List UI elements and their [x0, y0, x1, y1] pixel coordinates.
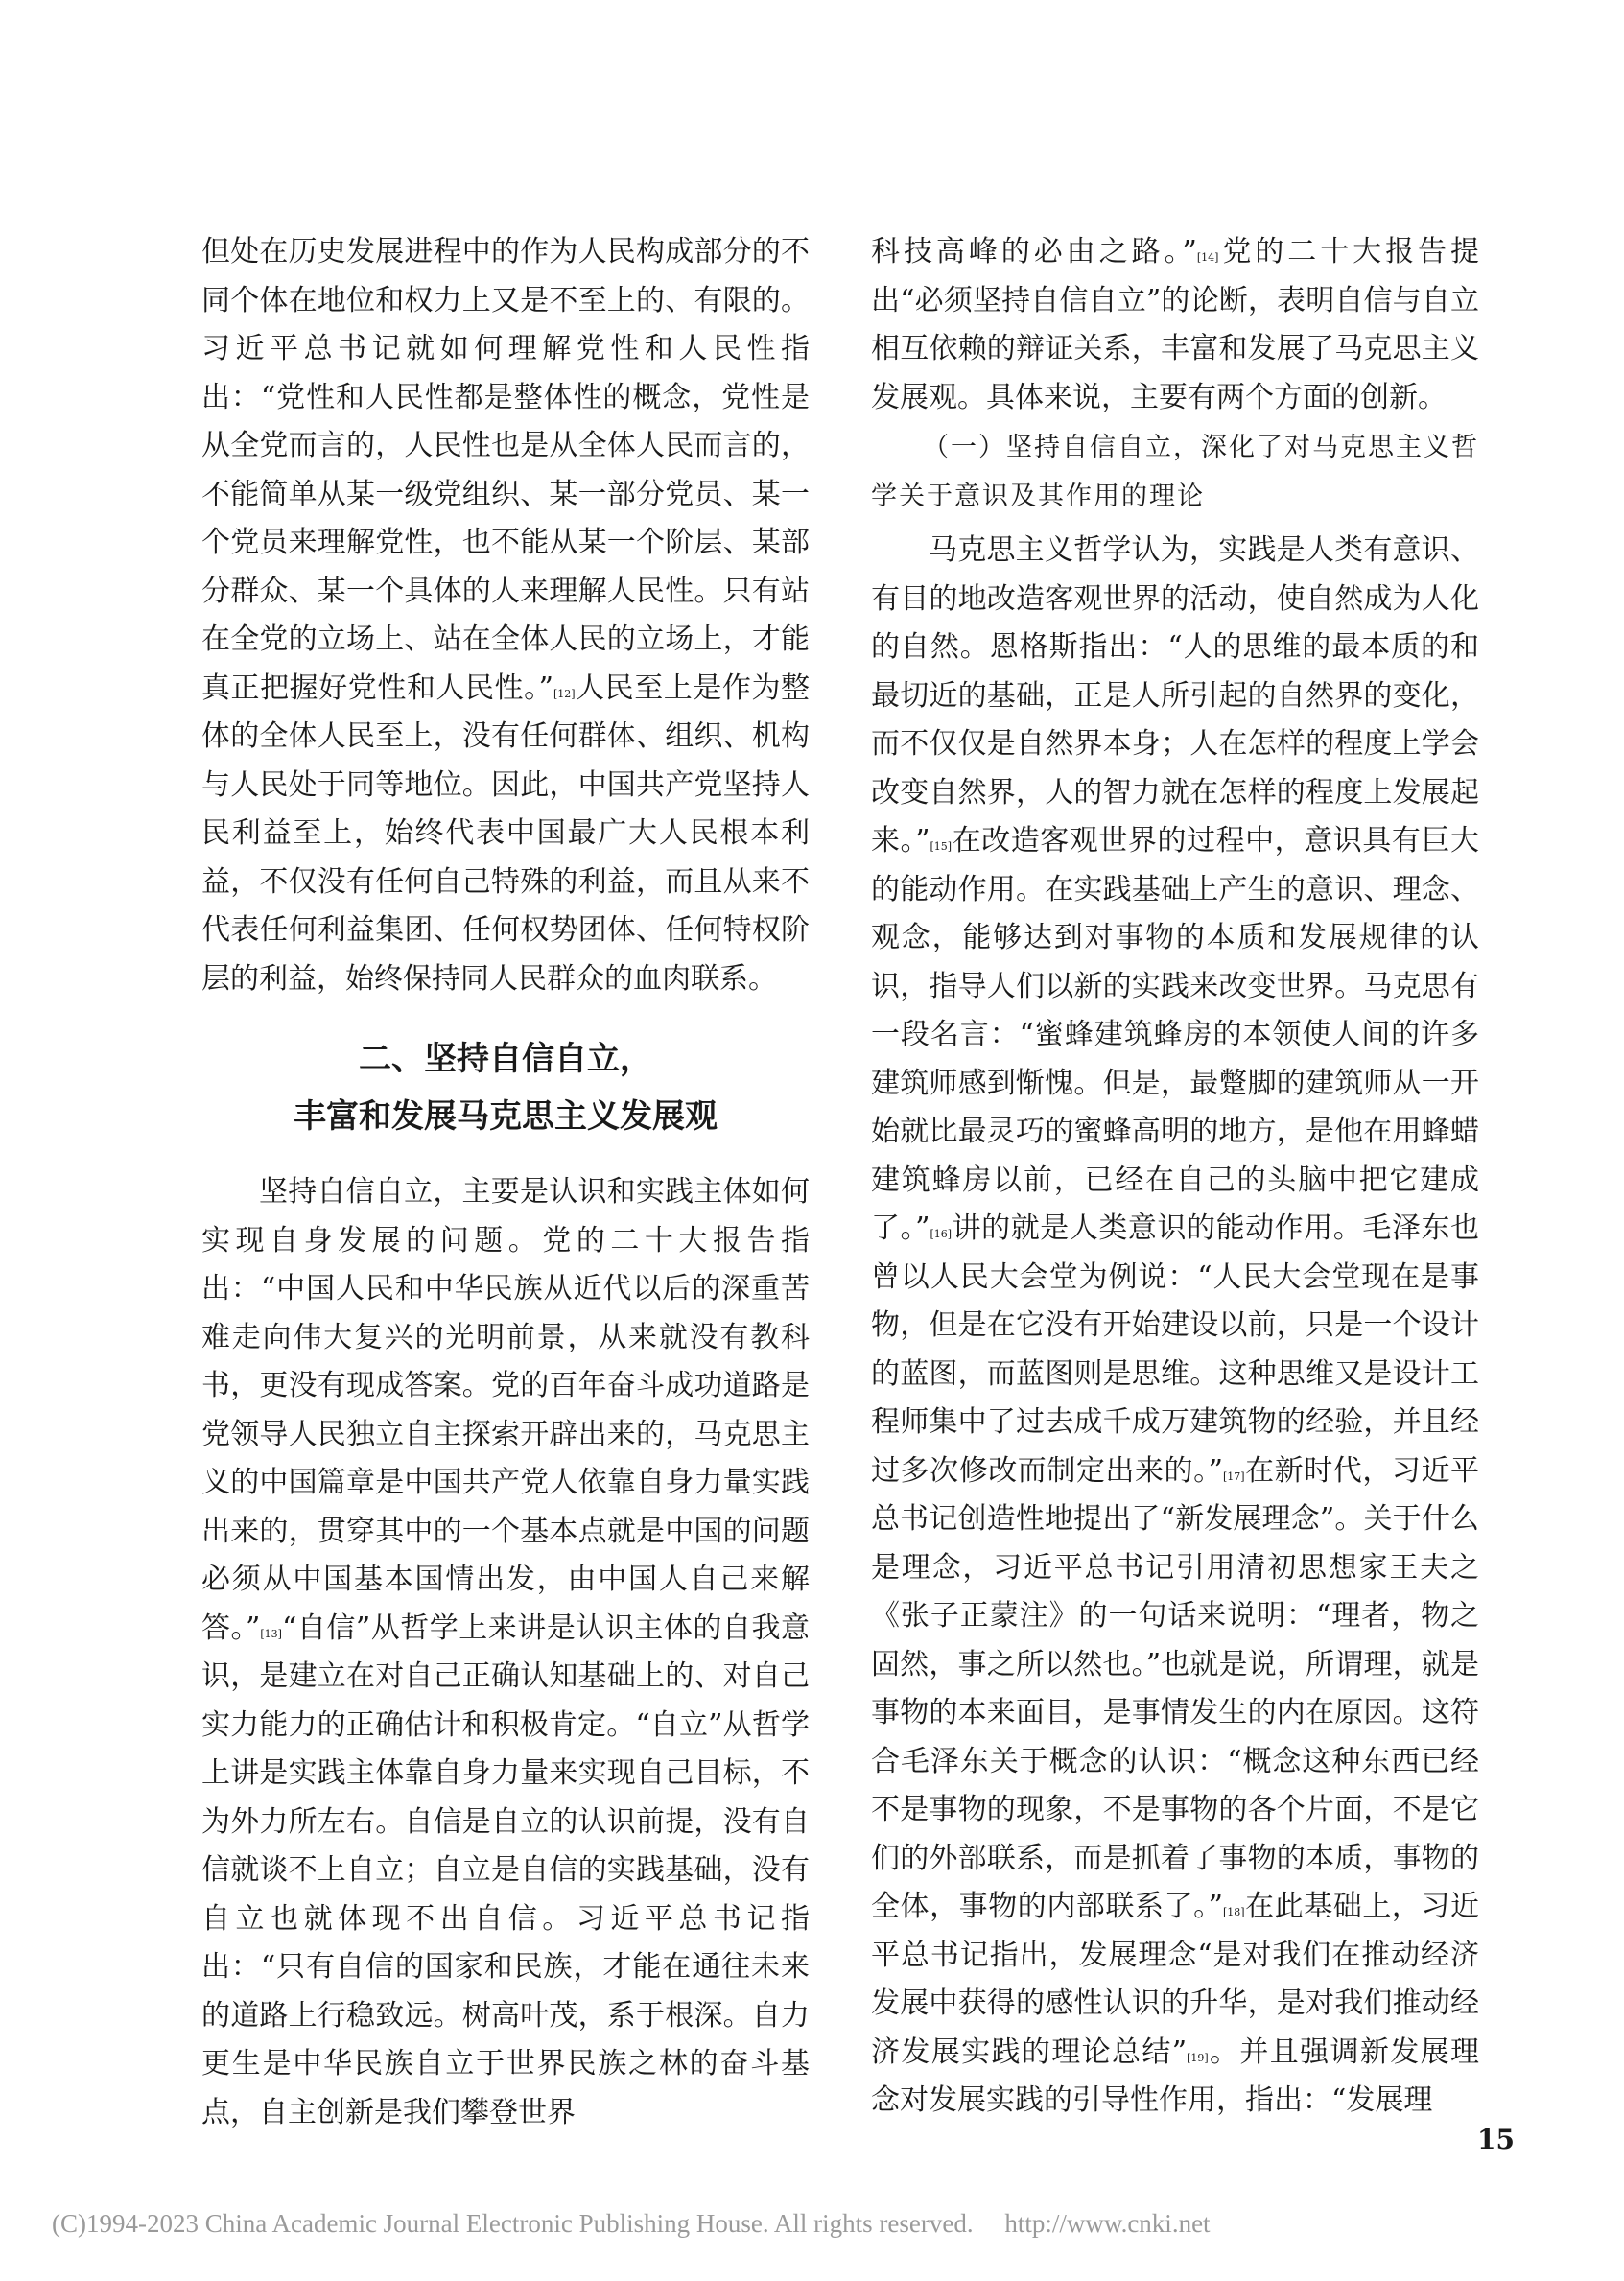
body-paragraph: 科技高峰的必由之路。”[14]党的二十大报告提出“必须坚持自信自立”的论断，表明自信与自立相互依赖的辩证关系，丰富和发展了马克思主义发展观。具体来说，主要有两个方面的创新。 [871, 235, 1480, 414]
citation-marker: [12] [553, 687, 576, 700]
citation-marker: [17] [1222, 1470, 1245, 1483]
citation-marker: [19] [1187, 2051, 1209, 2064]
footer-url: http://www.cnki.net [1004, 2209, 1211, 2238]
subsection-heading: （一）坚持自信自立，深化了对马克思主义哲学关于意识及其作用的理论 [871, 433, 1479, 511]
copyright-footer [52, 2209, 1587, 2239]
citation-marker: [14] [1196, 251, 1219, 264]
left-column [201, 228, 810, 2137]
section-heading-line: 二、坚持自信自立， [359, 1040, 652, 1078]
body-paragraph: 马克思主义哲学认为，实践是人类有意识、有目的地改造客观世界的活动，使自然成为人化的自然。恩格斯指出：“人的思维的最本质的和最切近的基础，正是人所引起的自然界的变化，而不仅仅是自然界本身；人在怎样的程度上学会改变自然界，人的智力就在怎样的程度上发展起来。”[15]在改造客观世界的过程中，意识具有巨大的能动作用。在实践基础上产生的意识、理念、观念，能够达到对事物的本质和发展规律的认识，指导人们以新的实践来改变世界。马克思有一段名言：“蜜蜂建筑蜂房的本领使人间的许多建筑师感到惭愧。但是，最蹩脚的建筑师从一开始就比最灵巧的蜜蜂高明的地方，是他在用蜂蜡建筑蜂房以前，已经在自己的头脑中把它建成了。”[16]讲的就是人类意识的能动作用。毛泽东也曾以人民大会堂为例说：“人民大会堂现在是事物，但是在它没有开始建设以前，只是一个设计的蓝图，而蓝图则是思维。这种思维又是设计工程师集中了过去成千成万建筑物的经验，并且经过多次修改而制定出来的。”[17]在新时代，习近平总书记创造性地提出了“新发展理念”。关于什么是理念，习近平总书记引用清初思想家王夫之《张子正蒙注》的一句话来说明：“理者，物之固然，事之所以然也。”也就是说，所谓理，就是事物的本来面目，是事情发生的内在原因。这符合毛泽东关于概念的认识：“概念这种东西已经不是事物的现象，不是事物的各个片面，不是它们的外部联系，而是抓着了事物的本质，事物的全体，事物的内部联系了。”[18]在此基础上，习近平总书记指出，发展理念“是对我们在推动经济发展中获得的感性认识的升华，是对我们推动经济发展实践的理论总结”[19]。并且强调新发展理念对发展实践的引导性作用，指出：“发展理 [871, 533, 1480, 2117]
section-heading [201, 1030, 810, 1145]
citation-marker: [13] [260, 1627, 282, 1640]
body-paragraph: 坚持自信自立，主要是认识和实践主体如何实现自身发展的问题。党的二十大报告指出：“中国人民和中华民族从近代以后的深重苦难走向伟大复兴的光明前景，从来就没有教科书，更没有现成答案。党的百年奋斗成功道路是党领导人民独立自主探索开辟出来的，马克思主义的中国篇章是中国共产党人依靠自身力量实践出来的，贯穿其中的一个基本点就是中国的问题必须从中国基本国情出发，由中国人自己来解答。”[13]“自信”从哲学上来讲是认识主体的自我意识，是建立在对自己正确认知基础上的、对自己实力能力的正确估计和积极肯定。“自立”从哲学上讲是实践主体靠自身力量来实现自己目标，不为外力所左右。自信是自立的认识前提，没有自信就谈不上自立；自立是自信的实践基础，没有自立也就体现不出自信。习近平总书记指出：“只有自信的国家和民族，才能在通往未来的道路上行稳致远。树高叶茂，系于根深。自力更生是中华民族自立于世界民族之林的奋斗基点，自主创新是我们攀登世界 [201, 1175, 810, 2129]
page-number: 15 [1477, 2124, 1515, 2155]
citation-marker: [15] [930, 840, 953, 853]
section-heading-line: 丰富和发展马克思主义发展观 [294, 1097, 718, 1136]
citation-marker: [18] [1222, 1906, 1245, 1918]
right-column [871, 228, 1479, 2126]
body-paragraph: 但处在历史发展进程中的作为人民构成部分的不同个体在地位和权力上又是不至上的、有限的。习近平总书记就如何理解党性和人民性指出：“党性和人民性都是整体性的概念，党性是从全党而言的，人民性也是从全体人民而言的，不能简单从某一级党组织、某一部分党员、某一个党员来理解党性，也不能从某一个阶层、某部分群众、某一个具体的人来理解人民性。只有站在全党的立场上、站在全体人民的立场上，才能真正把握好党性和人民性。”[12]人民至上是作为整体的全体人民至上，没有任何群体、组织、机构与人民处于同等地位。因此，中国共产党坚持人民利益至上，始终代表中国最广大人民根本利益，不仅没有任何自己特殊的利益，而且从来不代表任何利益集团、任何权势团体、任何特权阶层的利益，始终保持同人民群众的血肉联系。 [201, 235, 811, 996]
citation-marker: [16] [930, 1228, 953, 1240]
copyright-text: (C)1994-2023 China Academic Journal Electronic Publishing House. All rights reserved. [52, 2209, 974, 2238]
